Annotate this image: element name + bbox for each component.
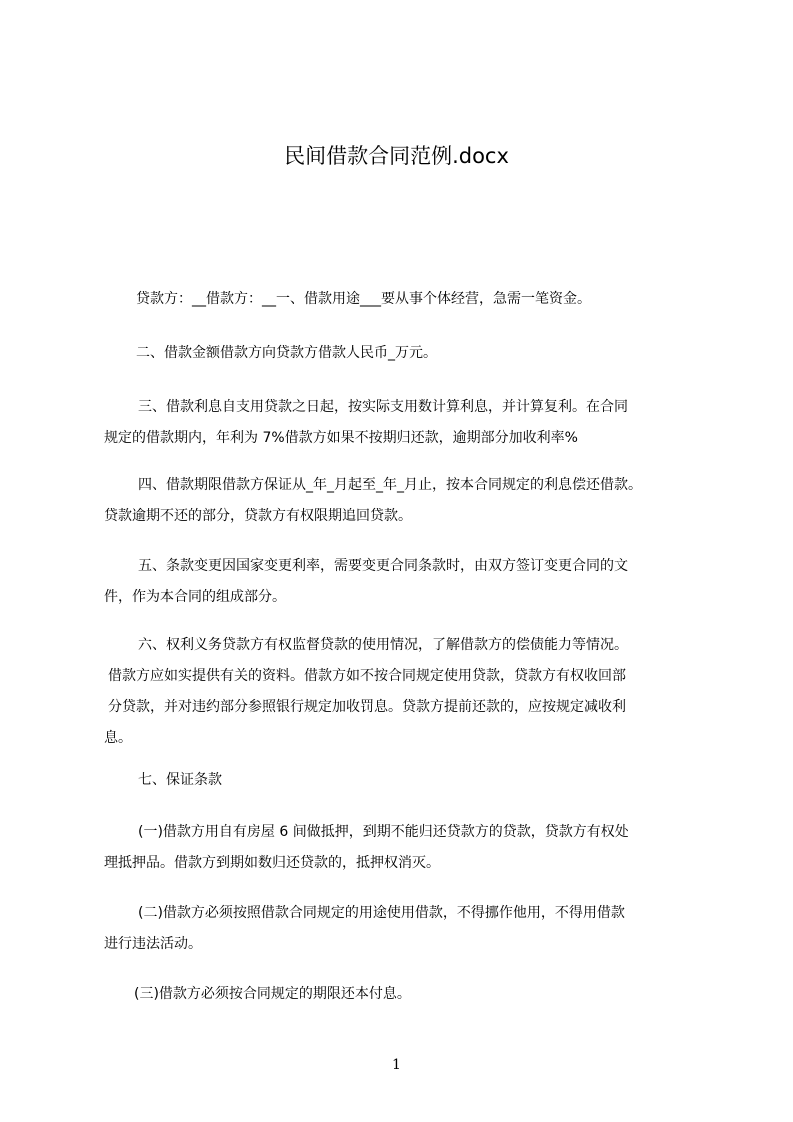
text-line: 二、借款金额借款方向贷款方借款人民币_万元。	[136, 345, 437, 361]
text-line: 规定的借款期内，年利为 7%借款方如果不按期归还款，逾期部分加收利率%	[104, 430, 578, 446]
paragraph-interest	[104, 392, 704, 454]
paragraph-guarantee-1	[104, 817, 704, 879]
paragraph-rights-obligations	[104, 630, 704, 754]
text-line: 贷款方：__借款方：__一、借款用途___要从事个体经营，急需一笔资金。	[136, 291, 591, 307]
text-line: 七、保证条款	[138, 772, 222, 788]
text-line: (三)借款方必须按合同规定的期限还本付息。	[134, 986, 411, 1002]
paragraph-term-change	[104, 551, 704, 613]
text-line: 借款方应如实提供有关的资料。借款方如不按合同规定使用贷款，贷款方有权收回部	[108, 668, 626, 684]
text-line: 件，作为本合同的组成部分。	[104, 589, 286, 605]
page-number: 1	[392, 1057, 401, 1073]
text-line: 分贷款，并对违约部分参照银行规定加收罚息。贷款方提前还款的，应按规定减收利	[108, 699, 626, 715]
text-line: 贷款逾期不还的部分，贷款方有权限期追回贷款。	[104, 508, 412, 524]
text-line: (一)借款方用自有房屋 6 间做抵押，到期不能归还贷款方的贷款，贷款方有权处	[138, 824, 629, 840]
text-line: 理抵押品。借款方到期如数归还贷款的，抵押权消灭。	[104, 855, 440, 871]
paragraph-guarantee-3	[104, 979, 704, 1010]
text-line: 四、借款期限借款方保证从_年_月起至_年_月止，按本合同规定的利息偿还借款。	[138, 477, 642, 493]
text-line: 进行违法活动。	[104, 936, 202, 952]
paragraph-guarantee-2	[104, 898, 704, 960]
text-line: 六、权利义务贷款方有权监督贷款的使用情况，了解借款方的偿债能力等情况。	[138, 637, 628, 653]
text-line: (二)借款方必须按照借款合同规定的用途使用借款，不得挪作他用，不得用借款	[138, 905, 625, 921]
paragraph-parties	[104, 284, 704, 315]
text-line: 息。	[104, 730, 132, 746]
document-title: 民间借款合同范例.docx	[284, 144, 509, 168]
text-line: 五、条款变更因国家变更利率，需要变更合同条款时，由双方签订变更合同的文	[138, 558, 628, 574]
paragraph-loan-term	[104, 470, 704, 532]
paragraph-loan-amount	[104, 338, 704, 369]
paragraph-guarantee-heading	[104, 765, 704, 796]
text-line: 三、借款利息自支用贷款之日起，按实际支用数计算利息，并计算复利。在合同	[138, 399, 628, 415]
